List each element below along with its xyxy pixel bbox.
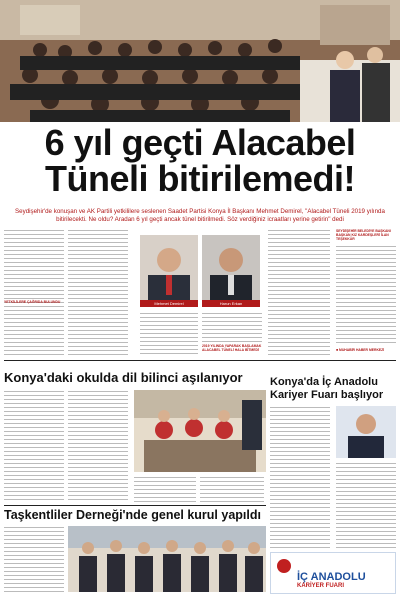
photo-mehmet-demirel <box>140 235 198 305</box>
top-story-col3 <box>140 312 198 356</box>
career-fair-ad-title: İÇ ANADOLU <box>297 571 366 583</box>
story2-col2 <box>68 390 128 502</box>
story2-headline: Konya'daki okulda dil bilinci aşılanıyor <box>4 370 243 385</box>
story4-headline: Taşkentliler Derneği'nde genel kurul yapıldı <box>4 508 261 522</box>
main-headline-line2: Tüneli bitirilemedi! <box>44 158 356 199</box>
top-story-sub1: YETKİLİLERE ÇAĞRIDA BULUNDU <box>4 300 61 304</box>
story4-photo <box>68 526 266 592</box>
top-story-sub2: 2019 YILINDA YAPARAK BAŞLAMAK ALACABEL TÜNELİ HALA BİTMEDİ <box>202 344 262 352</box>
story2-col4 <box>200 476 264 502</box>
top-story-byline: ■ MUHABİR HABER MERKEZİ <box>336 348 385 352</box>
section-divider-1 <box>4 360 396 361</box>
top-story-col6 <box>336 245 396 345</box>
top-story-col2 <box>68 229 128 355</box>
top-story-sub3: SEYDİŞEHİR BELEDİYE BAŞKANI BAŞKAN KIZ KARDEŞLERİ İLAN TEŞEKKÜR <box>336 229 391 241</box>
story3-headline-line2: Kariyer Fuarı başlıyor <box>270 389 384 401</box>
top-story-col1 <box>4 229 64 355</box>
caption-mehmet-demirel: Mehmet Demirel <box>140 300 198 307</box>
story3-col1 <box>270 406 330 548</box>
photo-harun-erkan <box>202 235 260 305</box>
top-photo <box>0 0 400 122</box>
career-fair-ad-subtitle: KARİYER FUARI <box>297 583 345 589</box>
story2-col3 <box>134 476 196 502</box>
section-divider-2 <box>4 505 266 506</box>
top-story-col5 <box>268 229 330 355</box>
main-headline-line1: 6 yıl geçti Alacabel <box>44 122 356 163</box>
story3-portrait <box>336 406 396 458</box>
career-fair-ad-logo-icon <box>277 559 291 573</box>
caption-harun-erkan: Harun Erkan <box>202 300 260 307</box>
story2-photo <box>134 390 266 472</box>
top-story-col4 <box>202 312 262 342</box>
career-fair-ad <box>270 552 396 594</box>
story3-headline-line1: Konya'da İç Anadolu <box>270 376 378 388</box>
story3-col2 <box>336 462 396 548</box>
story2-col1 <box>4 390 64 502</box>
main-deck: Seydişehir'de konuşan ve AK Partili yetkililere seslenen Saadet Partisi Konya İl Başkanı Mehmet Demirel, "Alacabel Tüneli 2019 yılında bitirilecekti. Ne oldu? Aradan 6 yıl geçti ancak tünel bitirilmedi. Söz verdiğiniz icraatları yerine getirin" dedi <box>15 208 385 223</box>
story4-col1 <box>4 526 64 592</box>
